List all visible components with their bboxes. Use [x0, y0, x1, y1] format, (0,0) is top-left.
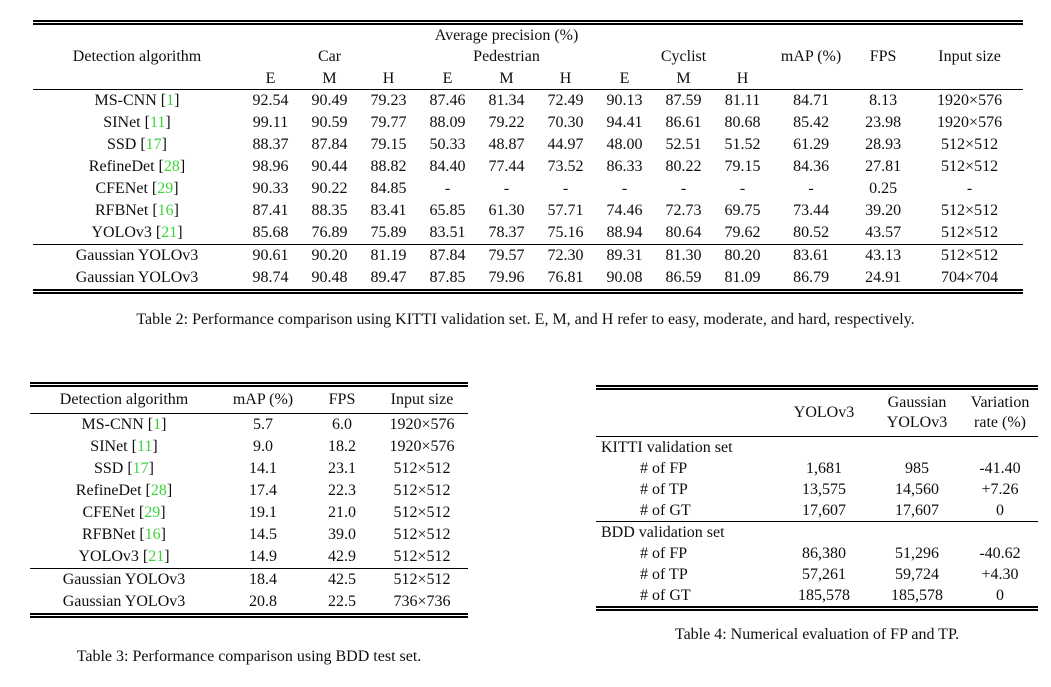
value-cell: 52.51: [665, 136, 702, 153]
input-size-cell: 512×512: [941, 136, 999, 153]
value-cell: 90.33: [252, 180, 289, 197]
citation-link[interactable]: 16: [144, 526, 161, 543]
algorithm-name-suffix: ]: [173, 180, 179, 197]
value-cell: 79.15: [370, 136, 407, 153]
algorithm-name-suffix: ]: [177, 224, 183, 241]
table3-gaussian-body: [30, 569, 468, 614]
value-cell: 79.57: [477, 245, 536, 268]
gaussian-yolov3-value: 51,296: [895, 545, 939, 562]
algorithm-name-suffix: ]: [160, 526, 166, 543]
algorithm-cell: Gaussian YOLOv3: [62, 593, 186, 610]
map-cell: 86.79: [793, 269, 830, 286]
table-row-gaussian: [30, 569, 468, 592]
col-h: H: [536, 68, 595, 90]
value-cell: 88.82: [370, 158, 407, 175]
value-cell: 77.44: [488, 158, 525, 175]
input-size-cell: 512×512: [393, 504, 451, 521]
value-cell: 88.94: [606, 224, 643, 241]
citation-link[interactable]: 11: [136, 438, 153, 455]
value-cell: -: [503, 180, 510, 197]
col-h: H: [713, 68, 772, 90]
algorithm-name: CFENet [: [95, 180, 158, 197]
table-row: [33, 222, 1023, 245]
value-cell: 79.15: [724, 158, 761, 175]
value-cell: 78.37: [488, 224, 525, 241]
value-cell: 88.35: [311, 202, 348, 219]
input-size-cell: 1920×576: [937, 114, 1003, 131]
section-label: BDD validation set: [596, 522, 1038, 544]
value-cell: 90.59: [311, 114, 348, 131]
algorithm-cell: [30, 414, 218, 437]
input-size-cell: 512×512: [393, 526, 451, 543]
value-cell: 90.08: [606, 269, 643, 286]
table-row: [33, 178, 1023, 200]
table-row: [30, 546, 468, 569]
col-h: H: [359, 68, 418, 90]
algorithm-name: SINet [: [90, 438, 137, 455]
col-fps: FPS: [869, 48, 897, 65]
section-header-row: [596, 437, 1038, 459]
table-row-gaussian: [30, 591, 468, 613]
value-cell: 48.87: [488, 136, 525, 153]
value-cell: 79.62: [724, 224, 761, 241]
col-detection-algorithm: Detection algorithm: [30, 387, 218, 414]
yolov3-value: 1,681: [806, 460, 842, 477]
fps-cell: 0.25: [869, 180, 898, 197]
table-row: [596, 479, 1038, 500]
citation-link[interactable]: 1: [153, 416, 162, 433]
value-cell: 87.46: [429, 92, 466, 109]
value-cell: 74.46: [606, 202, 643, 219]
algorithm-cell: [30, 458, 218, 480]
input-size-cell: 512×512: [393, 548, 451, 565]
table-row: [30, 480, 468, 502]
input-size-cell: 1920×576: [389, 438, 455, 455]
value-cell: 79.22: [488, 114, 525, 131]
map-cell: 18.4: [218, 569, 308, 592]
table-row: [30, 502, 468, 524]
map-cell: 80.52: [793, 224, 830, 241]
algorithm-name: CFENet [: [82, 504, 145, 521]
col-m: M: [654, 68, 713, 90]
citation-link[interactable]: 21: [148, 548, 165, 565]
table4-header: [596, 390, 1038, 437]
table4-fp-tp-evaluation: [596, 385, 1038, 611]
value-cell: 90.20: [300, 245, 359, 268]
map-cell: 14.1: [249, 460, 277, 477]
emh-header-row: [33, 68, 1023, 90]
metric-label: # of FP: [640, 460, 688, 477]
table-row: [30, 436, 468, 458]
algorithm-name-suffix: ]: [165, 114, 171, 131]
fps-cell: 39.0: [328, 526, 356, 543]
algorithm-name-suffix: ]: [160, 504, 166, 521]
input-size-cell: 512×512: [376, 569, 468, 592]
gaussian-yolov3-value: 17,607: [895, 502, 939, 519]
map-cell: 19.1: [249, 504, 277, 521]
col-e: E: [595, 68, 654, 90]
algorithm-name: SSD [: [93, 460, 133, 477]
value-cell: 76.89: [311, 224, 348, 241]
input-size-cell: 512×512: [393, 482, 451, 499]
value-cell: 92.54: [252, 92, 289, 109]
col-variation-rate: Variation rate (%): [962, 390, 1038, 437]
avg-precision-header: Average precision (%): [434, 27, 579, 44]
algorithm-name-suffix: ]: [166, 482, 173, 499]
header-row: [30, 387, 468, 414]
value-cell: 88.37: [252, 136, 289, 153]
algorithm-cell: [30, 502, 218, 524]
value-cell: 81.34: [488, 92, 525, 109]
algorithm-name-suffix: ]: [148, 460, 154, 477]
citation-link[interactable]: 28: [163, 158, 180, 175]
value-cell: 65.85: [429, 202, 466, 219]
algorithm-name: MS-CNN [: [94, 92, 167, 109]
table-row-gaussian: [33, 267, 1023, 289]
table3-header: [30, 387, 468, 414]
fps-cell: 8.13: [869, 92, 898, 109]
algorithm-name: YOLOv3 [: [91, 224, 162, 241]
map-cell: 5.7: [253, 416, 273, 433]
value-cell: 86.33: [606, 158, 643, 175]
yolov3-value: 185,578: [798, 587, 850, 604]
fps-cell: 21.0: [328, 504, 356, 521]
fps-cell: 22.3: [328, 482, 356, 499]
value-cell: 90.44: [311, 158, 348, 175]
col-e: E: [241, 68, 300, 90]
value-cell: 61.30: [488, 202, 525, 219]
table-row: [33, 112, 1023, 134]
algorithm-name: RefineDet [: [75, 482, 151, 499]
value-cell: 98.74: [252, 269, 289, 286]
table-row: [33, 134, 1023, 156]
col-m: M: [477, 68, 536, 90]
yolov3-value: 57,261: [802, 566, 846, 583]
col-yolov3: YOLOv3: [776, 390, 872, 437]
citation-link[interactable]: 11: [149, 114, 166, 131]
value-cell: -: [739, 180, 746, 197]
value-cell: 84.85: [370, 180, 407, 197]
algorithm-cell: [33, 90, 241, 113]
value-cell: 90.13: [606, 92, 643, 109]
value-cell: 98.96: [252, 158, 289, 175]
algorithm-name-suffix: ]: [161, 416, 167, 433]
citation-link[interactable]: 21: [161, 224, 178, 241]
table3-body: [30, 414, 468, 569]
table4-caption: Table 4: Numerical evaluation of FP and TP.: [674, 626, 960, 643]
table-row: [30, 458, 468, 480]
map-cell: 83.61: [772, 245, 850, 268]
algorithm-cell: [33, 222, 241, 245]
input-size-cell: 1920×576: [389, 416, 455, 433]
input-size-cell: 512×512: [941, 158, 999, 175]
gaussian-yolov3-value: 985: [905, 460, 929, 477]
table4-kitti-section: [596, 437, 1038, 522]
value-cell: 48.00: [606, 136, 643, 153]
value-cell: 90.49: [311, 92, 348, 109]
map-cell: 20.8: [249, 593, 277, 610]
table-row: [596, 458, 1038, 479]
fps-cell: 42.5: [308, 569, 376, 592]
metric-label: # of FP: [640, 545, 688, 562]
algorithm-name: RFBNet [: [82, 526, 145, 543]
fps-cell: 23.1: [328, 460, 356, 477]
fps-cell: 24.91: [865, 269, 902, 286]
input-size-cell: 512×512: [393, 460, 451, 477]
table-row: [596, 543, 1038, 564]
fps-cell: 18.2: [328, 438, 356, 455]
metric-label: # of TP: [640, 481, 688, 498]
map-cell: 17.4: [249, 482, 277, 499]
table-row: [33, 200, 1023, 222]
fps-cell: 43.13: [850, 245, 916, 268]
col-input-size: Input size: [376, 387, 468, 414]
algorithm-cell: [30, 546, 218, 569]
value-cell: 84.40: [429, 158, 466, 175]
col-car: Car: [317, 48, 342, 65]
table-row-gaussian: [33, 245, 1023, 268]
table3-bdd-performance: [30, 382, 468, 618]
fps-cell: 42.9: [328, 548, 356, 565]
algorithm-cell: [30, 524, 218, 546]
variation-rate-value: 0: [996, 502, 1004, 519]
gaussian-yolov3-value: 14,560: [895, 481, 939, 498]
value-cell: 99.11: [252, 114, 289, 131]
value-cell: 81.30: [654, 245, 713, 268]
yolov3-value: 86,380: [802, 545, 846, 562]
value-cell: 83.41: [370, 202, 407, 219]
value-cell: 79.77: [370, 114, 407, 131]
algorithm-cell: [33, 112, 241, 134]
avg-precision-row: [33, 25, 1023, 46]
table2-kitti-performance: [33, 20, 1023, 294]
value-cell: 87.84: [311, 136, 348, 153]
value-cell: 90.22: [311, 180, 348, 197]
value-cell: 73.52: [547, 158, 584, 175]
algorithm-name-suffix: ]: [161, 136, 167, 153]
value-cell: 90.61: [241, 245, 300, 268]
algorithm-name-suffix: ]: [152, 438, 158, 455]
input-size-cell: 512×512: [941, 224, 999, 241]
group-header-row: [33, 46, 1023, 68]
value-cell: 72.30: [536, 245, 595, 268]
input-size-cell: -: [966, 180, 973, 197]
yolov3-value: 17,607: [802, 502, 846, 519]
table4-bdd-section: [596, 522, 1038, 607]
value-cell: -: [680, 180, 687, 197]
table3-caption: Table 3: Performance comparison using BDD test set.: [76, 648, 422, 665]
value-cell: 80.68: [724, 114, 761, 131]
section-header-row: [596, 522, 1038, 544]
citation-link[interactable]: 1: [166, 92, 175, 109]
table-row: [596, 585, 1038, 606]
table-row: [33, 90, 1023, 113]
algorithm-name: YOLOv3 [: [78, 548, 149, 565]
metric-label: # of GT: [640, 587, 691, 604]
algorithm-name-suffix: ]: [174, 92, 180, 109]
value-cell: 87.84: [418, 245, 477, 268]
citation-link[interactable]: 29: [157, 180, 174, 197]
col-cyclist: Cyclist: [660, 48, 707, 65]
table-row: [33, 156, 1023, 178]
value-cell: 50.33: [429, 136, 466, 153]
value-cell: 79.23: [370, 92, 407, 109]
col-pedestrian: Pedestrian: [473, 48, 540, 65]
table-row: [596, 564, 1038, 585]
input-size-cell: 1920×576: [937, 92, 1003, 109]
algorithm-name-suffix: ]: [173, 202, 179, 219]
fps-cell: 6.0: [332, 416, 352, 433]
value-cell: 85.68: [252, 224, 289, 241]
fps-cell: 43.57: [865, 224, 902, 241]
value-cell: -: [562, 180, 569, 197]
algorithm-cell: [30, 436, 218, 458]
citation-link[interactable]: 28: [150, 482, 167, 499]
algorithm-cell: [33, 156, 241, 178]
value-cell: 70.30: [547, 114, 584, 131]
col-input-size: Input size: [938, 48, 1001, 65]
input-size-cell: 736×736: [393, 593, 451, 610]
value-cell: 80.22: [665, 158, 702, 175]
col-e: E: [418, 68, 477, 90]
gaussian-yolov3-value: 59,724: [895, 566, 939, 583]
header-row: [596, 390, 1038, 437]
algorithm-cell: Gaussian YOLOv3: [30, 569, 218, 592]
value-cell: 89.31: [595, 245, 654, 268]
value-cell: 75.16: [547, 224, 584, 241]
table-row: [30, 414, 468, 437]
variation-rate-value: 0: [996, 587, 1004, 604]
map-cell: 61.29: [793, 136, 830, 153]
fps-cell: 39.20: [865, 202, 902, 219]
algorithm-cell: [33, 200, 241, 222]
section-label: KITTI validation set: [601, 439, 733, 456]
citation-link[interactable]: 17: [145, 136, 162, 153]
value-cell: -: [621, 180, 628, 197]
algorithm-cell: [30, 480, 218, 502]
metric-label: # of GT: [640, 502, 691, 519]
table2-body: [33, 90, 1023, 245]
table2-header: [33, 25, 1023, 90]
value-cell: 69.75: [724, 202, 761, 219]
value-cell: 44.97: [547, 136, 584, 153]
algorithm-name-suffix: ]: [164, 548, 170, 565]
fps-cell: 23.98: [865, 114, 902, 131]
table-row: [596, 500, 1038, 522]
map-cell: 85.42: [793, 114, 830, 131]
variation-rate-value: -41.40: [979, 460, 1021, 477]
col-detection-algorithm: Detection algorithm: [72, 48, 202, 65]
value-cell: 81.11: [724, 92, 761, 109]
algorithm-name: MS-CNN [: [81, 416, 154, 433]
fps-cell: 28.93: [865, 136, 902, 153]
value-cell: 87.59: [665, 92, 702, 109]
value-cell: 79.96: [488, 269, 525, 286]
table-row: [30, 524, 468, 546]
variation-rate-value: -40.62: [979, 545, 1021, 562]
col-map: mAP (%): [780, 48, 842, 65]
fps-cell: 27.81: [865, 158, 902, 175]
algorithm-name: SINet [: [103, 114, 150, 131]
map-cell: 14.5: [249, 526, 277, 543]
value-cell: 76.81: [547, 269, 584, 286]
gaussian-yolov3-value: 185,578: [891, 587, 943, 604]
fps-cell: 22.5: [328, 593, 356, 610]
algorithm-cell: [33, 178, 241, 200]
input-size-cell: 512×512: [916, 245, 1023, 268]
map-cell: 84.71: [793, 92, 830, 109]
value-cell: 90.48: [311, 269, 348, 286]
yolov3-value: 13,575: [802, 481, 846, 498]
value-cell: 57.71: [547, 202, 584, 219]
map-cell: -: [808, 180, 814, 197]
algorithm-name: SSD [: [106, 136, 146, 153]
col-map: mAP (%): [218, 387, 308, 414]
col-m: M: [300, 68, 359, 90]
variation-rate-value: +4.30: [981, 566, 1019, 583]
value-cell: 87.85: [429, 269, 466, 286]
map-cell: 9.0: [253, 438, 273, 455]
algorithm-name: RefineDet [: [88, 158, 164, 175]
value-cell: 80.64: [665, 224, 702, 241]
algorithm-cell: Gaussian YOLOv3: [75, 269, 199, 286]
value-cell: 72.73: [665, 202, 702, 219]
input-size-cell: 512×512: [941, 202, 999, 219]
value-cell: 75.89: [370, 224, 407, 241]
variation-rate-value: +7.26: [981, 481, 1019, 498]
table2-caption: Table 2: Performance comparison using KITTI validation set. E, M, and H refer to easy, moderate, and hard, respectively.: [136, 311, 915, 328]
value-cell: 81.09: [724, 269, 761, 286]
citation-link[interactable]: 16: [157, 202, 174, 219]
input-size-cell: 704×704: [941, 269, 999, 286]
value-cell: 87.41: [252, 202, 289, 219]
table2-gaussian-body: [33, 245, 1023, 290]
algorithm-cell: [33, 134, 241, 156]
value-cell: 72.49: [547, 92, 584, 109]
value-cell: 88.09: [429, 114, 466, 131]
metric-label: # of TP: [640, 566, 688, 583]
value-cell: 86.59: [665, 269, 702, 286]
col-fps: FPS: [308, 387, 376, 414]
value-cell: 89.47: [370, 269, 407, 286]
value-cell: 80.20: [713, 245, 772, 268]
value-cell: 83.51: [429, 224, 466, 241]
value-cell: 81.19: [359, 245, 418, 268]
map-cell: 73.44: [793, 202, 830, 219]
algorithm-cell: Gaussian YOLOv3: [33, 245, 241, 268]
value-cell: -: [444, 180, 451, 197]
map-cell: 84.36: [793, 158, 830, 175]
value-cell: 86.61: [665, 114, 702, 131]
citation-link[interactable]: 17: [132, 460, 149, 477]
algorithm-name: RFBNet [: [95, 202, 158, 219]
value-cell: 94.41: [606, 114, 643, 131]
map-cell: 14.9: [249, 548, 277, 565]
col-gaussian-yolov3: Gaussian YOLOv3: [872, 390, 962, 437]
citation-link[interactable]: 29: [144, 504, 161, 521]
value-cell: 51.52: [724, 136, 761, 153]
algorithm-name-suffix: ]: [179, 158, 186, 175]
